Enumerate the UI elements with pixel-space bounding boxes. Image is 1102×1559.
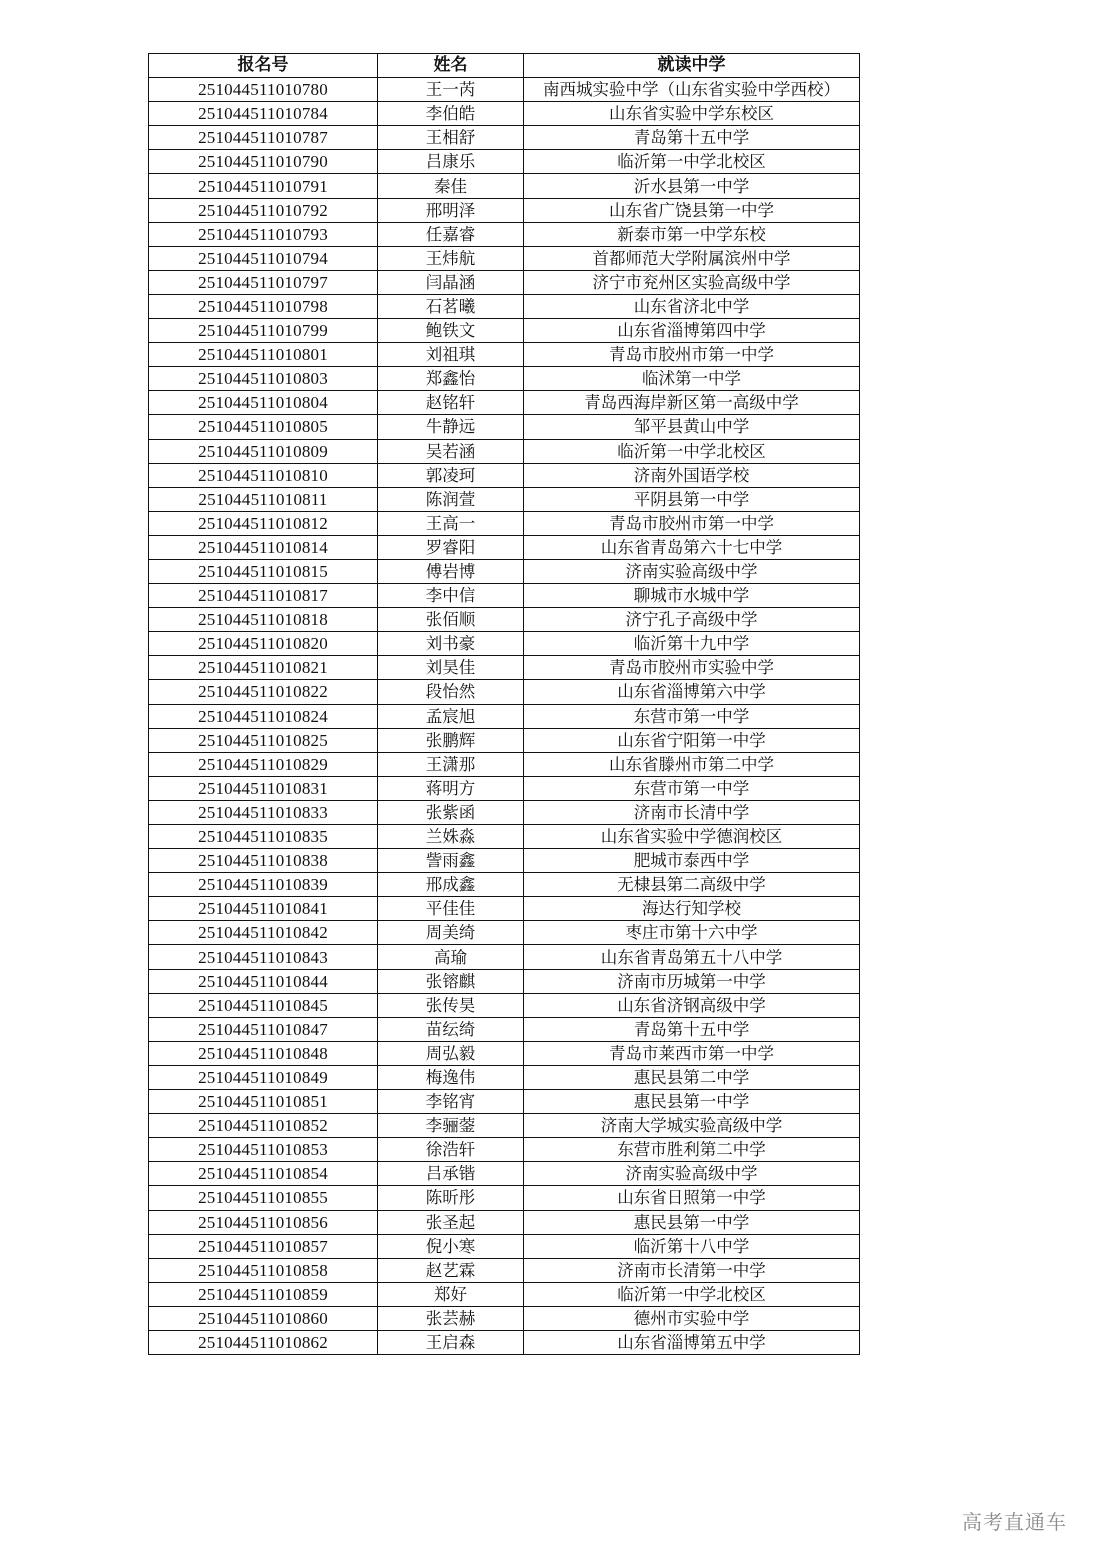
table-row [149, 1210, 860, 1234]
school-name-cell: 青岛第十五中学 [524, 1017, 860, 1041]
student-name-cell: 陈昕彤 [378, 1186, 524, 1210]
registration-number-cell: 251044511010790 [149, 150, 378, 174]
registration-number-cell: 251044511010852 [149, 1114, 378, 1138]
school-name-cell: 济南实验高级中学 [524, 1162, 860, 1186]
registration-number-cell: 251044511010792 [149, 198, 378, 222]
header-row [149, 54, 860, 78]
student-name-cell: 张圣起 [378, 1210, 524, 1234]
table-row [149, 1041, 860, 1065]
registration-number-cell: 251044511010860 [149, 1306, 378, 1330]
school-name-cell: 枣庄市第十六中学 [524, 921, 860, 945]
school-name-cell: 沂水县第一中学 [524, 174, 860, 198]
student-name-cell: 高瑜 [378, 945, 524, 969]
table-row [149, 535, 860, 559]
registration-number-cell: 251044511010811 [149, 487, 378, 511]
student-name-cell: 王炜航 [378, 246, 524, 270]
student-name-cell: 李伯皓 [378, 102, 524, 126]
registration-number-cell: 251044511010804 [149, 391, 378, 415]
table-row [149, 800, 860, 824]
school-name-cell: 青岛市胶州市第一中学 [524, 343, 860, 367]
table-row [149, 222, 860, 246]
table-row [149, 1114, 860, 1138]
school-name-cell: 青岛西海岸新区第一高级中学 [524, 391, 860, 415]
registration-number-cell: 251044511010793 [149, 222, 378, 246]
registration-number-cell: 251044511010851 [149, 1090, 378, 1114]
registration-number-cell: 251044511010844 [149, 969, 378, 993]
registration-number-cell: 251044511010801 [149, 343, 378, 367]
student-name-cell: 王一芮 [378, 78, 524, 102]
school-name-cell: 山东省日照第一中学 [524, 1186, 860, 1210]
header-school: 就读中学 [524, 54, 860, 78]
school-name-cell: 山东省实验中学东校区 [524, 102, 860, 126]
registration-number-cell: 251044511010814 [149, 535, 378, 559]
registration-number-cell: 251044511010829 [149, 752, 378, 776]
school-name-cell: 聊城市水城中学 [524, 584, 860, 608]
school-name-cell: 济南市长清第一中学 [524, 1258, 860, 1282]
table-row [149, 632, 860, 656]
student-name-cell: 鲍铁文 [378, 319, 524, 343]
school-name-cell: 南西城实验中学（山东省实验中学西校） [524, 78, 860, 102]
school-name-cell: 济南大学城实验高级中学 [524, 1114, 860, 1138]
registration-number-cell: 251044511010812 [149, 511, 378, 535]
table-row [149, 559, 860, 583]
school-name-cell: 山东省济北中学 [524, 294, 860, 318]
student-name-cell: 张芸赫 [378, 1306, 524, 1330]
registration-number-cell: 251044511010856 [149, 1210, 378, 1234]
table-row [149, 246, 860, 270]
registration-number-cell: 251044511010794 [149, 246, 378, 270]
table-row [149, 343, 860, 367]
table-row [149, 656, 860, 680]
school-name-cell: 山东省淄博第四中学 [524, 319, 860, 343]
table-row [149, 752, 860, 776]
student-name-cell: 赵铭轩 [378, 391, 524, 415]
student-name-cell: 倪小寒 [378, 1234, 524, 1258]
table-row [149, 704, 860, 728]
registration-number-cell: 251044511010805 [149, 415, 378, 439]
registration-number-cell: 251044511010841 [149, 897, 378, 921]
student-name-cell: 刘祖琪 [378, 343, 524, 367]
student-name-cell: 牛静远 [378, 415, 524, 439]
table-row [149, 463, 860, 487]
student-name-cell: 梅逸伟 [378, 1065, 524, 1089]
student-name-cell: 张传昊 [378, 993, 524, 1017]
student-name-cell: 王高一 [378, 511, 524, 535]
school-name-cell: 肥城市泰西中学 [524, 849, 860, 873]
school-name-cell: 新泰市第一中学东校 [524, 222, 860, 246]
table-row [149, 78, 860, 102]
student-name-cell: 孟宸旭 [378, 704, 524, 728]
registration-number-cell: 251044511010815 [149, 559, 378, 583]
table-row [149, 608, 860, 632]
school-name-cell: 东营市胜利第二中学 [524, 1138, 860, 1162]
student-name-cell: 陈润萱 [378, 487, 524, 511]
table-body [149, 78, 860, 1355]
student-name-cell: 吴若涵 [378, 439, 524, 463]
school-name-cell: 平阴县第一中学 [524, 487, 860, 511]
registration-number-cell: 251044511010857 [149, 1234, 378, 1258]
school-name-cell: 临沂第一中学北校区 [524, 439, 860, 463]
table-row [149, 993, 860, 1017]
registration-number-cell: 251044511010822 [149, 680, 378, 704]
school-name-cell: 山东省宁阳第一中学 [524, 728, 860, 752]
school-name-cell: 东营市第一中学 [524, 776, 860, 800]
school-name-cell: 青岛市胶州市实验中学 [524, 656, 860, 680]
school-name-cell: 济南市长清中学 [524, 800, 860, 824]
registration-number-cell: 251044511010821 [149, 656, 378, 680]
registration-number-cell: 251044511010848 [149, 1041, 378, 1065]
school-name-cell: 临沂第十八中学 [524, 1234, 860, 1258]
table-row [149, 776, 860, 800]
table-row [149, 126, 860, 150]
student-name-cell: 徐浩轩 [378, 1138, 524, 1162]
school-name-cell: 临沂第一中学北校区 [524, 1282, 860, 1306]
school-name-cell: 山东省淄博第六中学 [524, 680, 860, 704]
registration-number-cell: 251044511010798 [149, 294, 378, 318]
school-name-cell: 德州市实验中学 [524, 1306, 860, 1330]
school-name-cell: 山东省青岛第五十八中学 [524, 945, 860, 969]
table-row [149, 150, 860, 174]
registration-number-cell: 251044511010818 [149, 608, 378, 632]
school-name-cell: 山东省实验中学德润校区 [524, 825, 860, 849]
watermark-text: 高考直通车 [962, 1510, 1067, 1534]
table-row [149, 391, 860, 415]
table-row [149, 1330, 860, 1354]
student-name-cell: 邢成鑫 [378, 873, 524, 897]
table-row [149, 174, 860, 198]
table-row [149, 825, 860, 849]
table-header [149, 54, 860, 78]
school-name-cell: 山东省淄博第五中学 [524, 1330, 860, 1354]
student-name-cell: 傅岩博 [378, 559, 524, 583]
table-row [149, 102, 860, 126]
registration-number-cell: 251044511010784 [149, 102, 378, 126]
table-row [149, 921, 860, 945]
registration-number-cell: 251044511010820 [149, 632, 378, 656]
registration-number-cell: 251044511010847 [149, 1017, 378, 1041]
registration-number-cell: 251044511010838 [149, 849, 378, 873]
table-row [149, 1234, 860, 1258]
table-row [149, 1258, 860, 1282]
table-row [149, 367, 860, 391]
table-row [149, 487, 860, 511]
registration-number-cell: 251044511010791 [149, 174, 378, 198]
student-name-cell: 张佰顺 [378, 608, 524, 632]
student-name-cell: 王启森 [378, 1330, 524, 1354]
school-name-cell: 惠民县第一中学 [524, 1210, 860, 1234]
school-name-cell: 惠民县第一中学 [524, 1090, 860, 1114]
table-row [149, 969, 860, 993]
admission-list-table [148, 53, 860, 1355]
table-row [149, 1282, 860, 1306]
student-name-cell: 段怡然 [378, 680, 524, 704]
table-row [149, 319, 860, 343]
registration-number-cell: 251044511010858 [149, 1258, 378, 1282]
table-row [149, 728, 860, 752]
registration-number-cell: 251044511010854 [149, 1162, 378, 1186]
registration-number-cell: 251044511010843 [149, 945, 378, 969]
student-name-cell: 任嘉睿 [378, 222, 524, 246]
table-row [149, 1090, 860, 1114]
school-name-cell: 惠民县第二中学 [524, 1065, 860, 1089]
registration-number-cell: 251044511010831 [149, 776, 378, 800]
student-name-cell: 邢明泽 [378, 198, 524, 222]
school-name-cell: 邹平县黄山中学 [524, 415, 860, 439]
student-name-cell: 刘昊佳 [378, 656, 524, 680]
table-row [149, 1306, 860, 1330]
school-name-cell: 首都师范大学附属滨州中学 [524, 246, 860, 270]
student-name-cell: 王潇那 [378, 752, 524, 776]
student-name-cell: 秦佳 [378, 174, 524, 198]
student-name-cell: 王相舒 [378, 126, 524, 150]
student-name-cell: 李中信 [378, 584, 524, 608]
table-row [149, 873, 860, 897]
registration-number-cell: 251044511010842 [149, 921, 378, 945]
registration-number-cell: 251044511010797 [149, 270, 378, 294]
table-row [149, 1186, 860, 1210]
student-name-cell: 张鹏辉 [378, 728, 524, 752]
registration-number-cell: 251044511010780 [149, 78, 378, 102]
registration-number-cell: 251044511010810 [149, 463, 378, 487]
table-row [149, 897, 860, 921]
school-name-cell: 临沂第十九中学 [524, 632, 860, 656]
table-row [149, 1017, 860, 1041]
school-name-cell: 济南市历城第一中学 [524, 969, 860, 993]
table-row [149, 680, 860, 704]
student-name-cell: 吕康乐 [378, 150, 524, 174]
registration-number-cell: 251044511010809 [149, 439, 378, 463]
student-name-cell: 李铭宵 [378, 1090, 524, 1114]
registration-number-cell: 251044511010835 [149, 825, 378, 849]
registration-number-cell: 251044511010839 [149, 873, 378, 897]
student-name-cell: 周美绮 [378, 921, 524, 945]
table-row [149, 270, 860, 294]
table-row [149, 945, 860, 969]
student-name-cell: 石茗曦 [378, 294, 524, 318]
registration-number-cell: 251044511010849 [149, 1065, 378, 1089]
registration-number-cell: 251044511010853 [149, 1138, 378, 1162]
table-row [149, 439, 860, 463]
table-row [149, 1162, 860, 1186]
registration-number-cell: 251044511010817 [149, 584, 378, 608]
student-name-cell: 蒋明方 [378, 776, 524, 800]
school-name-cell: 山东省广饶县第一中学 [524, 198, 860, 222]
school-name-cell: 济宁孔子高级中学 [524, 608, 860, 632]
table-row [149, 198, 860, 222]
student-name-cell: 郑好 [378, 1282, 524, 1306]
registration-number-cell: 251044511010845 [149, 993, 378, 1017]
registration-number-cell: 251044511010862 [149, 1330, 378, 1354]
table-row [149, 849, 860, 873]
table-row [149, 584, 860, 608]
student-name-cell: 兰姝淼 [378, 825, 524, 849]
school-name-cell: 临沭第一中学 [524, 367, 860, 391]
student-name-cell: 周弘毅 [378, 1041, 524, 1065]
registration-number-cell: 251044511010824 [149, 704, 378, 728]
school-name-cell: 山东省济钢高级中学 [524, 993, 860, 1017]
school-name-cell: 济南外国语学校 [524, 463, 860, 487]
header-registration-number: 报名号 [149, 54, 378, 78]
school-name-cell: 山东省青岛第六十七中学 [524, 535, 860, 559]
student-name-cell: 罗睿阳 [378, 535, 524, 559]
student-name-cell: 平佳佳 [378, 897, 524, 921]
school-name-cell: 青岛市莱西市第一中学 [524, 1041, 860, 1065]
school-name-cell: 青岛市胶州市第一中学 [524, 511, 860, 535]
student-name-cell: 吕承锴 [378, 1162, 524, 1186]
registration-number-cell: 251044511010855 [149, 1186, 378, 1210]
table-row [149, 511, 860, 535]
school-name-cell: 海达行知学校 [524, 897, 860, 921]
student-name-cell: 张紫函 [378, 800, 524, 824]
student-name-cell: 郑鑫怡 [378, 367, 524, 391]
school-name-cell: 济南实验高级中学 [524, 559, 860, 583]
registration-number-cell: 251044511010799 [149, 319, 378, 343]
school-name-cell: 无棣县第二高级中学 [524, 873, 860, 897]
registration-number-cell: 251044511010833 [149, 800, 378, 824]
table-row [149, 1065, 860, 1089]
table-row [149, 415, 860, 439]
registration-number-cell: 251044511010825 [149, 728, 378, 752]
school-name-cell: 临沂第一中学北校区 [524, 150, 860, 174]
school-name-cell: 济宁市兖州区实验高级中学 [524, 270, 860, 294]
school-name-cell: 东营市第一中学 [524, 704, 860, 728]
school-name-cell: 青岛第十五中学 [524, 126, 860, 150]
registration-number-cell: 251044511010859 [149, 1282, 378, 1306]
student-name-cell: 訾雨鑫 [378, 849, 524, 873]
table-row [149, 1138, 860, 1162]
student-name-cell: 闫晶涵 [378, 270, 524, 294]
header-name: 姓名 [378, 54, 524, 78]
registration-number-cell: 251044511010787 [149, 126, 378, 150]
student-name-cell: 郭凌珂 [378, 463, 524, 487]
student-name-cell: 赵艺霖 [378, 1258, 524, 1282]
table-row [149, 294, 860, 318]
student-name-cell: 李骊蓥 [378, 1114, 524, 1138]
student-name-cell: 苗纭绮 [378, 1017, 524, 1041]
school-name-cell: 山东省滕州市第二中学 [524, 752, 860, 776]
registration-number-cell: 251044511010803 [149, 367, 378, 391]
student-name-cell: 刘书豪 [378, 632, 524, 656]
student-name-cell: 张镕麒 [378, 969, 524, 993]
